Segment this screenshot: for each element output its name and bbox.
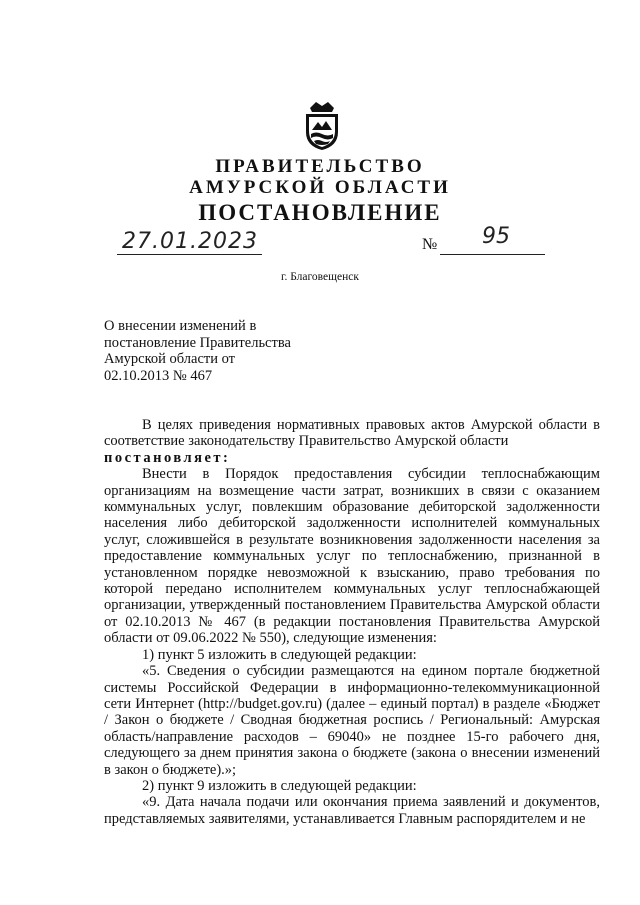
city-name: г. Благовещенск (281, 271, 359, 283)
intro-paragraph: В целях приведения нормативных правовых актов Амурской области в соответствие законодательству Правительство Амурской области (104, 417, 600, 450)
body-paragraph-item2-text: «9. Дата начала подачи или окончания приема заявлений и документов, представляемых заявителями, устанавливается Главным распорядителем и не (104, 794, 600, 827)
handwritten-number: 95 (482, 224, 510, 249)
government-title-line1: ПРАВИТЕЛЬСТВО (215, 156, 425, 177)
date-underline (117, 254, 262, 255)
document-type-title: ПОСТАНОВЛЕНИЕ (198, 200, 442, 225)
subject-line: постановление Правительства (104, 334, 291, 351)
resolves-heading: постановляет: (104, 449, 231, 466)
amur-region-coat-of-arms-icon (296, 100, 348, 152)
body-paragraph-item1: 1) пункт 5 изложить в следующей редакции: (142, 646, 417, 663)
body-paragraph-main: Внести в Порядок предоставления субсидии теплоснабжающим организациям на возмещение части затрат, возникших в связи с оказанием коммунальных услуг, повлекшим образование дебиторской задолженности населения либо дебиторской задолженности исполнителей коммунальных услуг, сложившейся в результате возникновения задолженности населения за предоставление коммунальных услуг по теплоснабжению, признанной в установленном порядке невозможной к взысканию, право требования по которой передано исполнителем коммунальных услуг теплоснабжающей организации, утвержденный постановлением Правительства Амурской области от 02.10.2013 № 467 (в редакции постановления Правительства Амурской области от 09.06.2022 № 550), следующие изменения: (104, 466, 600, 647)
document-subject (104, 318, 344, 384)
number-label: № (422, 236, 438, 253)
government-title-line2: АМУРСКОЙ ОБЛАСТИ (189, 177, 451, 198)
document-body (104, 417, 600, 827)
subject-line: О внесении изменений в (104, 318, 257, 334)
handwritten-date: 27.01.2023 (122, 229, 258, 254)
subject-line: Амурской области от (104, 351, 236, 367)
subject-line: 02.10.2013 № 467 (104, 367, 213, 384)
number-underline (440, 254, 545, 255)
body-paragraph-item1-text: «5. Сведения о субсидии размещаются на едином портале бюджетной системы Российской Федерации в информационно-телекоммуникационной сети Интернет (http://budget.gov.ru) (далее – единый портал) в разделе «Бюджет / Закон о бюджете / Сводная бюджетная роспись / Региональный: Амурская область/направление расходов – 69040» не позднее 15-го рабочего дня, следующего за днем принятия закона о бюджете (закона о внесении изменений в закон о бюджете).»; (104, 663, 600, 778)
body-paragraph-item2: 2) пункт 9 изложить в следующей редакции: (142, 777, 417, 794)
